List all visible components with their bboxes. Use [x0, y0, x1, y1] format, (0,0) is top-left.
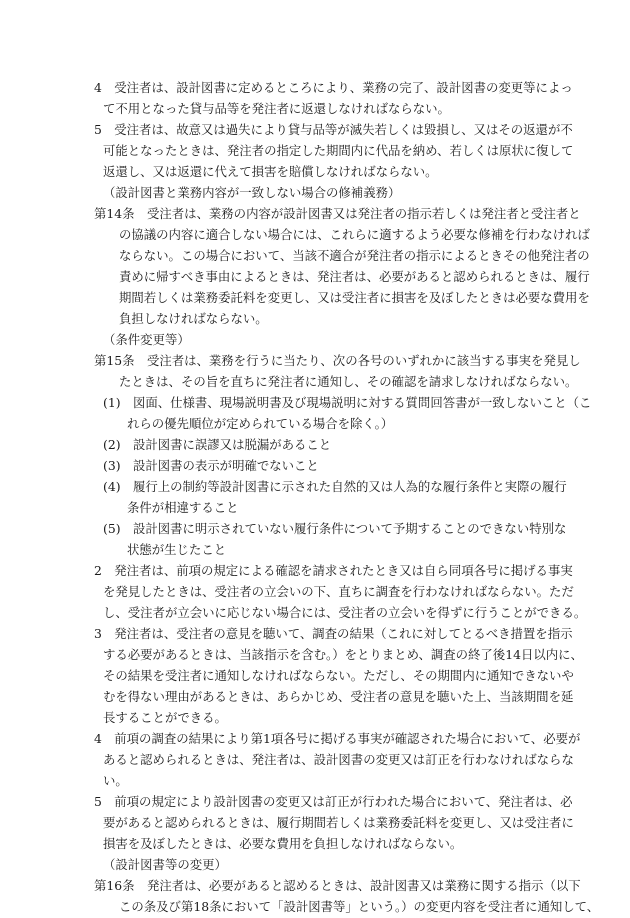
text-line: 3 発注者は、受注者の意見を聴いて、調査の結果（これに対してとるべき措置を指示: [94, 626, 573, 641]
text-line: (1) 図面、仕様書、現場説明書及び現場説明に対する質問回答書が一致しないこと（こ: [103, 395, 592, 410]
text-line: の協議の内容に適合しない場合には、これらに適するよう必要な修補を行わなければ: [119, 227, 590, 242]
text-line: ならない。この場合において、当該不適合が発注者の指示によるときその他発注者の: [119, 248, 590, 263]
text-line: 損害を及ぼしたときは、必要な費用を負担しなければならない。: [103, 836, 463, 851]
text-line: い。: [103, 773, 128, 788]
text-line: 第15条 受注者は、業務を行うに当たり、次の各号のいずれかに該当する事実を発見し: [94, 353, 581, 368]
text-line: 5 受注者は、故意又は過失により貸与品等が滅失若しくは毀損し、又はその返還が不: [94, 122, 573, 137]
text-line: 要があると認められるときは、履行期間若しくは業務委託料を変更し、又は受注者に: [103, 815, 574, 830]
text-line: 返還し、又は返還に代えて損害を賠償しなければならない。: [103, 164, 438, 179]
text-line: 負担しなければならない。: [119, 311, 268, 326]
text-line: あると認められるときは、発注者は、設計図書の変更又は訂正を行わなければならな: [103, 752, 574, 767]
text-line: この条及び第18条において「設計図書等」という。）の変更内容を受注者に通知して、: [119, 899, 600, 914]
text-line: する必要があるときは、当該指示を含む。）をとりまとめ、調査の終了後14日以内に、: [103, 647, 583, 662]
text-line: たときは、その旨を直ちに発注者に通知し、その確認を請求しなければならない。: [119, 374, 578, 389]
text-line: むを得ない理由があるときは、あらかじめ、受注者の意見を聴いた上、当該期間を延: [103, 689, 574, 704]
text-line: (2) 設計図書に誤謬又は脱漏があること: [103, 437, 332, 452]
text-line: その結果を受注者に通知しなければならない。ただし、その期間内に通知できないや: [103, 668, 574, 683]
text-line: 期間若しくは業務委託料を変更し、又は受注者に損害を及ぼしたときは必要な費用を: [119, 290, 590, 305]
text-line: 長することができる。: [103, 710, 227, 725]
text-line: 第16条 発注者は、必要があると認めるときは、設計図書又は業務に関する指示（以下: [94, 878, 581, 893]
text-line: 可能となったときは、発注者の指定した期間内に代品を納め、若しくは原状に復して: [103, 143, 574, 158]
text-line: (5) 設計図書に明示されていない履行条件について予期することのできない特別な: [103, 521, 567, 536]
text-line: （設計図書と業務内容が一致しない場合の修補義務）: [103, 185, 401, 200]
text-line: 第14条 受注者は、業務の内容が設計図書又は発注者の指示若しくは発注者と受注者と: [94, 206, 581, 221]
text-line: て不用となった貸与品等を発注者に返還しなければならない。: [103, 101, 450, 116]
text-line: 4 受注者は、設計図書に定めるところにより、業務の完了、設計図書の変更等によっ: [94, 80, 573, 95]
text-line: (3) 設計図書の表示が明確でないこと: [103, 458, 319, 473]
text-line: し、受注者が立会いに応じない場合には、受注者の立会いを得ずに行うことができる。: [103, 605, 587, 620]
text-line: 2 発注者は、前項の規定による確認を請求されたとき又は自ら同項各号に掲げる事実: [94, 563, 573, 578]
text-line: （設計図書等の変更）: [103, 857, 227, 872]
text-line: 5 前項の規定により設計図書の変更又は訂正が行われた場合において、発注者は、必: [94, 794, 573, 809]
text-line: 責めに帰すべき事由によるときは、発注者は、必要があると認められるときは、履行: [119, 269, 590, 284]
text-line: 4 前項の調査の結果により第1項各号に掲げる事実が確認された場合において、必要が: [94, 731, 581, 746]
text-line: 状態が生じたこと: [127, 542, 227, 557]
text-line: 条件が相違すること: [127, 500, 239, 515]
text-line: （条件変更等）: [103, 332, 190, 347]
text-line: を発見したときは、受注者の立会いの下、直ちに調査を行わなければならない。ただ: [103, 584, 574, 599]
text-line: れらの優先順位が定められている場合を除く。）: [127, 416, 394, 431]
text-line: (4) 履行上の制約等設計図書に示された自然的又は人為的な履行条件と実際の履行: [103, 479, 567, 494]
